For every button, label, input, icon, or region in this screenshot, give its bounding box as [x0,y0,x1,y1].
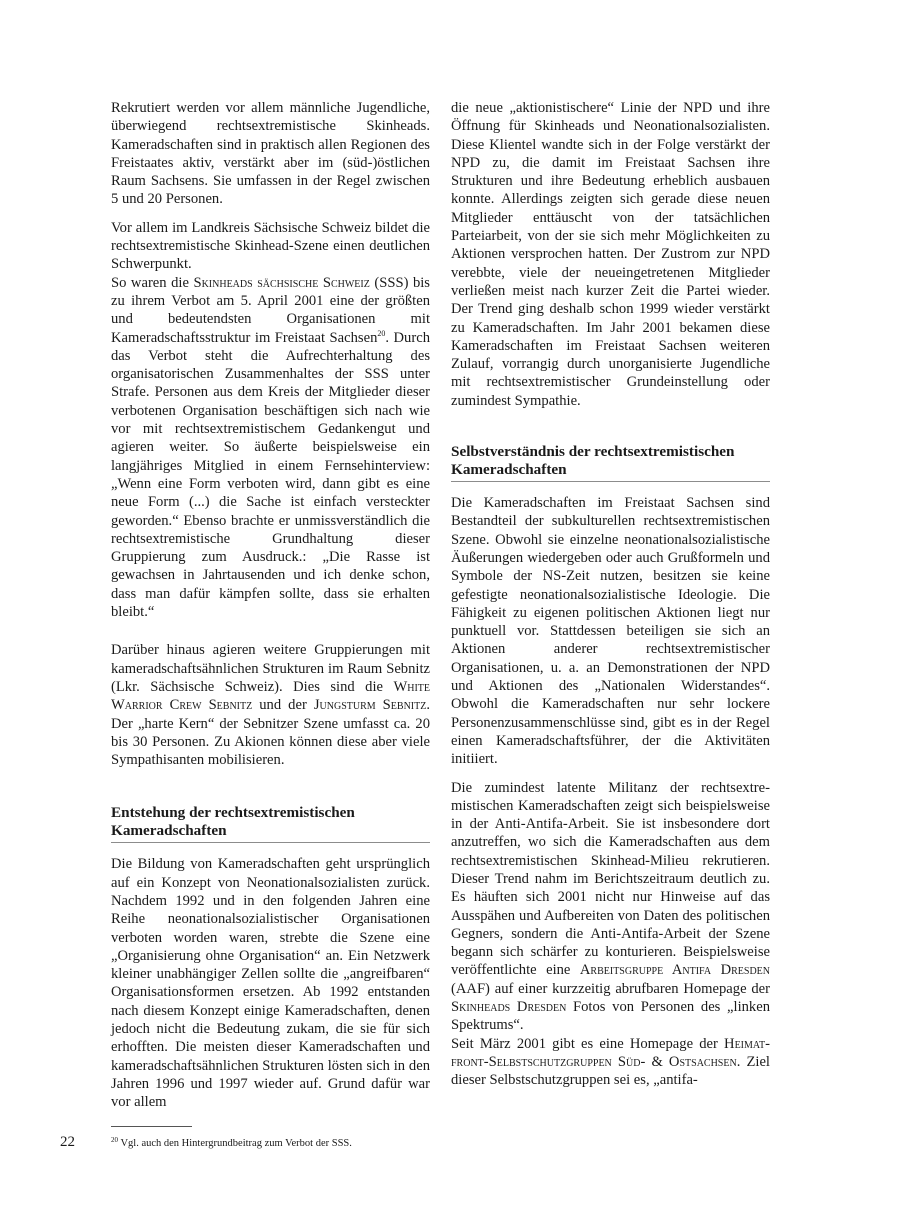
footnote-divider [111,1126,192,1127]
paragraph: die neue „aktionistischere“ Linie der NPD und ihre Öffnung für Skinheads und Neonationalsozialisten. Diese Klientel wandte sich in der Folge verstärkt der NPD zu, die damit im Freistaat Sachsen ihre Strukturen und ihre Bedeutung erheblich ausbauen konnte. Allerdings zeigten sich gerade diese neuen Mitglieder enttäuscht von der tatsächlichen Parteiarbeit, von der sie sich mehr Möglichkeiten zu Aktionen versprochen hatten. Der Zustrom zur NPD verebbte, viele der neueingetretenen Mitglieder verließen meist nach kurzer Zeit die Partei wieder. Der Trend ging deshalb schon 1999 wieder verstärkt zu Kameradschaften. Im Jahr 2001 bekamen diese Kameradschaften im Freistaat Sachsen weiteren Zulauf, vorrangig durch unorganisierte Jugendliche mit rechtsextremistischer Grundeinstellung oder zumindest Sympathie. [451,100,770,409]
footnote-text: Vgl. auch den Hintergrundbeitrag zum Verbot der SSS. [120,1138,352,1149]
paragraph: Rekrutiert werden vor allem männliche Jugendliche, überwiegend rechtsextremistische Skinheads. Kameradschaften sind in praktisch allen Regionen des Freistaates aktiv, verstärkt aber im (süd-)östlichen Raum Sachsens. Sie umfassen in der Regel zwischen 5 und 20 Personen. [111,100,430,208]
org-name: White Warrior Crew Sebnitz [111,678,430,714]
org-name: Skinheads Dresden [451,999,567,1016]
org-name: Heimatfront-Selbstschutzgruppen Süd- & Ostsachsen [451,1035,770,1070]
org-name: Jungsturm Sebnitz [313,697,427,714]
section-heading: Selbstverständnis der rechtsextremistischen Kameradschaften [451,443,770,482]
paragraph: Vor allem im Landkreis Sächsische Schweiz bildet die rechtsextremistische Skinhead-Szene einen deutlichen Schwerpunkt. [111,219,430,273]
paragraph: Die Bildung von Kameradschaften geht ursprünglich auf ein Konzept von Neonationalsozialisten zurück. Nachdem 1992 und in den folgenden Jahren eine Reihe neonationalsozialistischer Organisationen verboten worden waren, strebte die Szene eine „Organisierung ohne Organisation“ an. Ein Netzwerk kleiner unabhängiger Zellen sollte die „angreifbaren“ Organisationsformen ersetzen. Ab 1992 entstanden nach diesem Konzept einige Kameradschaften, denen jedoch nicht die Bedeutung zukam, die sie für sich erhofften. Die meisten dieser Kameradschaften und kameradschaftsähnlichen Strukturen lösten sich in den Jahren 1996 und 1997 wieder auf. Grund dafür war vor allem [111,856,430,1111]
footnote-marker: 20 [111,1136,118,1144]
paragraph: So waren die Skinheads sächsische Schweiz (SSS) bis zu ihrem Verbot am 5. April 2001 eine der größten und bedeutendsten Organisationen mit Kameradschaftsstruktur im Freistaat Sachsen$^{20}$. Durch das Verbot steht die Aufrechterhaltung des organisatorischen Zusammenhaltes der SSS unter Strafe. Personen aus dem Kreis der Mitglieder dieser verbotenen Organisation beschäftigen sich nach wie vor mit rechtsextremistischem Gedankengut und agieren weiter. So äußerte beispielsweise ein langjähriges Mitglied in einem Fernsehinterview: „Wenn eine Form verboten wird, dann gibt es eine neue Form (...) die Sache ist einfach versteckter geworden.“ Ebenso brachte er unmissverständlich die rechtsextremistische Grundhaltung dieser Gruppierung zum Ausdruck.: „Die Rasse ist gewachsen in Jahrtausenden und ich denke schon, dass man dafür kämpfen sollte, dass sie erhalten bleibt.“ [111,274,430,621]
org-name: Arbeitsgruppe Antifa Dresden [579,962,770,979]
left-column [111,99,430,1112]
paragraph: Die zumindest latente Militanz der rechtsextremistischen Kameradschaften zeigt sich beispielsweise in der Anti-Antifa-Arbeit. Sie ist insbesondere dort anzutreffen, wo sich die Kameradschaften aus dem rechtsextremistischen Skinhead-Milieu rekrutieren. Dieser Trend nahm im Berichtszeitraum deutlich zu. Es häuften sich 2001 nicht nur Hinweise auf das Ausspähen und Aufbereiten von Daten des politischen Gegners, sondern die Anti-Antifa-Arbeit der Szene begann sich schärfer zu konturieren. Beispielsweise veröffentlichte eine Arbeitsgruppe Antifa Dresden (AAF) auf einer kurzzeitig abrufbaren Homepage der Skinheads Dresden Fotos von Personen des „linken Spektrums“. [451,779,770,1034]
right-column [451,99,770,1090]
page-number: 22 [60,1134,75,1150]
footnote-ref: 20 [377,328,386,338]
paragraph: Darüber hinaus agieren weitere Gruppierungen mit kameradschaftsähnlichen Strukturen im Raum Sebnitz (Lkr. Sächsische Schweiz). Dies sind die White Warrior Crew Sebnitz und der Jungsturm Sebnitz. Der „harte Kern“ der Sebnitzer Szene umfasst ca. 20 bis 30 Personen. Zu Akionen können diese aber viele Sympathisanten mobilisieren. [111,642,431,769]
paragraph: Seit März 2001 gibt es eine Homepage der Heimatfront-Selbstschutzgruppen Süd- & Ostsachsen. Ziel dieser Selbstschutzgruppen sei es, „antifa- [451,1035,770,1089]
org-name: Skinheads sächsische Schweiz [193,274,370,291]
section-heading: Entstehung der rechtsextremistischen Kameradschaften [111,804,430,843]
footnote [111,1137,352,1150]
paragraph: Die Kameradschaften im Freistaat Sachsen sind Bestandteil der subkulturellen rechtsextremistischen Szene. Obwohl sie einzelne neonationalsozialistische Äußerungen wiedergeben oder auch Grußformeln und Symbole der NS-Zeit nutzen, besitzen sie keine gefestigte neonationalsozialistische Ideologie. Die Fähigkeit zu eigenen politischen Aktionen liegt nur punktuell vor. Stattdessen beteiligen sie sich an Aktionen anderer rechtsextremistischer Organisationen, u. a. an Demonstrationen der NPD und Aktionen des „Nationalen Widerstandes“. Obwohl die Kameradschaften nur sehr lockere Personenzusammenschlüsse sind, gibt es in der Regel einen Kameradschaftsführer, der die Aktivitäten initiiert. [451,495,770,768]
